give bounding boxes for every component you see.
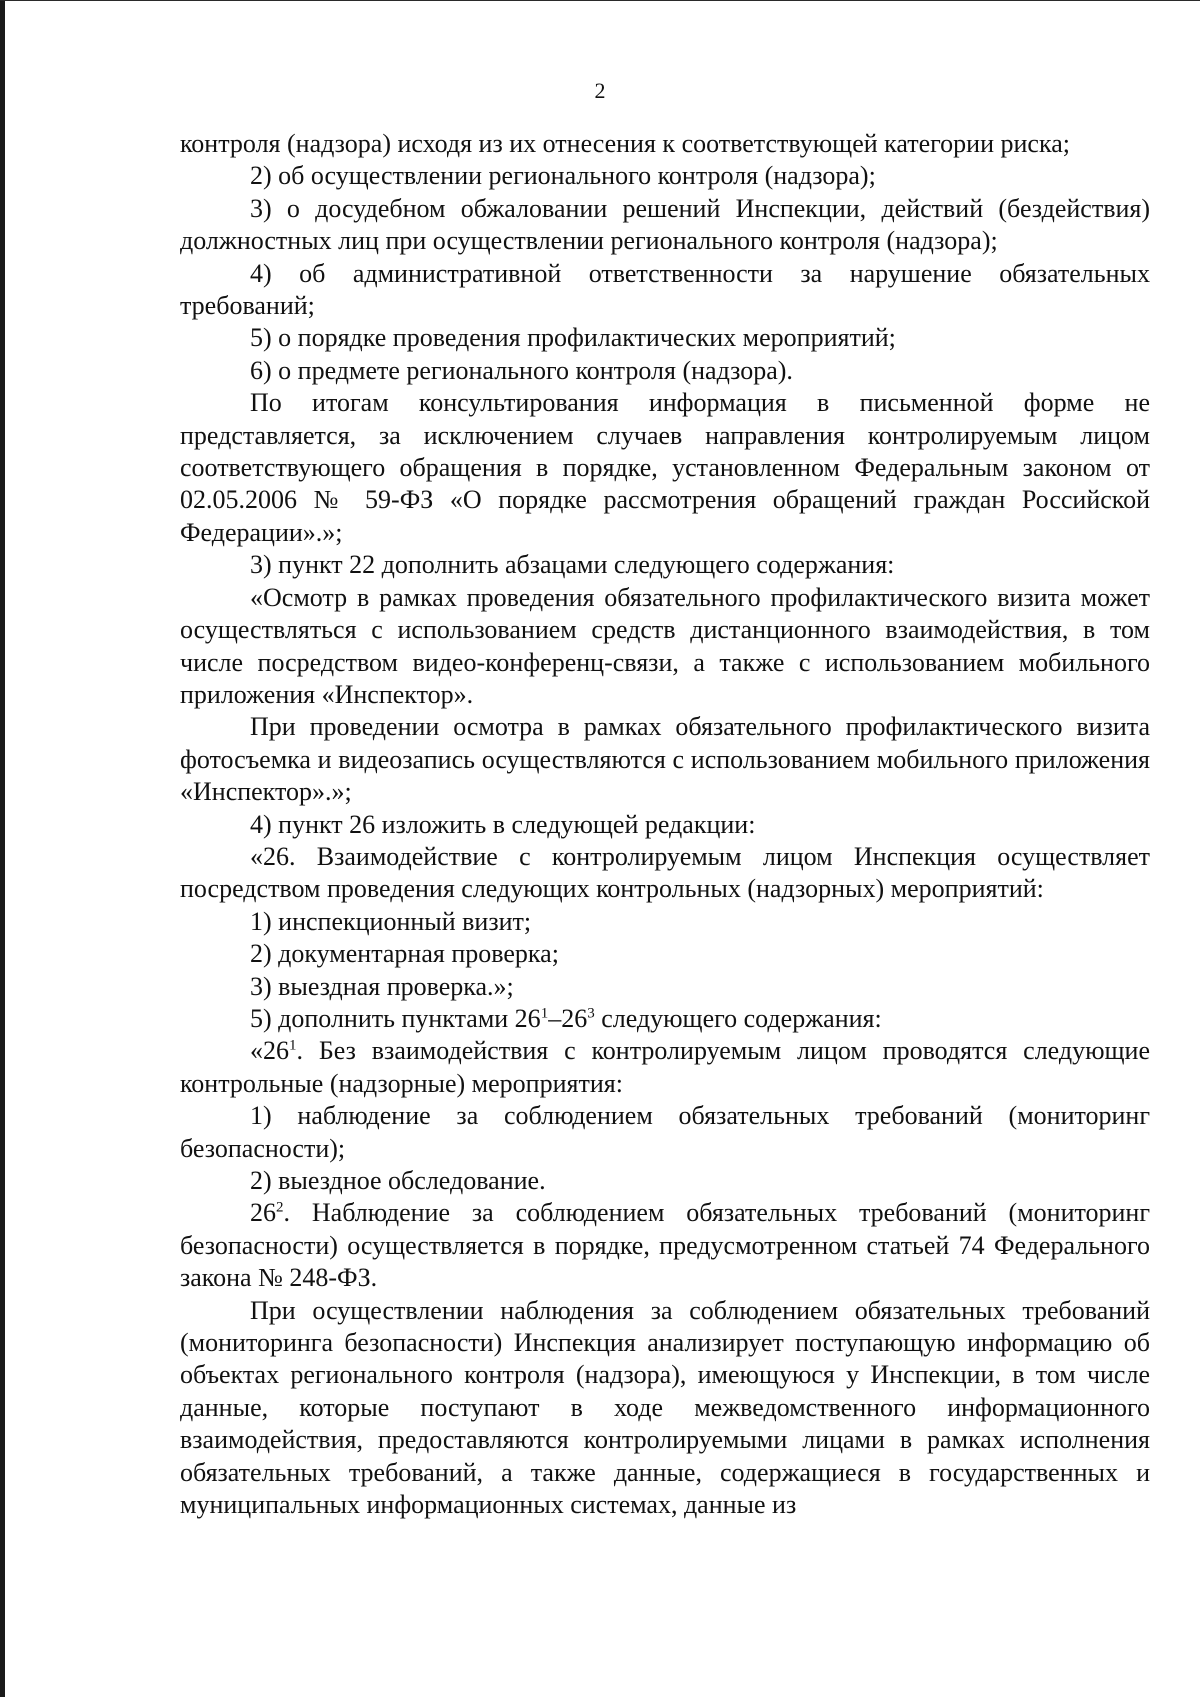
scan-left-edge: [0, 0, 5, 1697]
text-run: «26: [250, 1036, 289, 1066]
superscript: 2: [276, 1199, 284, 1216]
paragraph-8: 3) пункт 22 дополнить абзацами следующего содержания:: [250, 550, 895, 580]
paragraph-5: 5) о порядке проведения профилактических мероприятий;: [250, 323, 896, 353]
paragraph-1: контроля (надзора) исходя из их отнесения к соответствующей категории риска;: [180, 129, 1070, 158]
paragraph-21: При осуществлении наблюдения за соблюдением обязательных требований (мониторинга безопасности) Инспекция анализирует поступающую информацию об объектах регионального контроля (надзора), имеющуюся у Инспекции, в том числе данные, которые поступают в ходе межведомственного информационного взаимодействия, предоставляются контролируемыми лицами в рамках исполнения обязательных требований, а также данные, содержащиеся в государственных и муниципальных информационных системах, данные из: [180, 1295, 1150, 1520]
text-run: –26: [548, 1003, 588, 1033]
page-number: 2: [594, 78, 606, 103]
text-run: . Наблюдение за соблюдением обязательных требований (мониторинг безопасности) осуществляется в порядке, предусмотренном статьей 74 Федерального закона № 248-ФЗ.: [180, 1198, 1150, 1293]
paragraph-12: «26. Взаимодействие с контролируемым лицом Инспекция осуществляет посредством проведения следующих контрольных (надзорных) мероприятий:: [180, 841, 1150, 904]
text-run: следующего содержания:: [594, 1003, 882, 1033]
document-body: [180, 128, 1150, 1521]
text-run: . Без взаимодействия с контролируемым лицом проводятся следующие контрольные (надзорные) мероприятия:: [180, 1036, 1150, 1098]
text-run: 26: [250, 1198, 276, 1228]
text-run: 5) дополнить пунктами 26: [250, 1003, 541, 1033]
paragraph-11: 4) пункт 26 изложить в следующей редакции:: [250, 809, 756, 839]
paragraph-18: 1) наблюдение за соблюдением обязательных требований (мониторинг безопасности);: [180, 1101, 1150, 1163]
superscript: 3: [587, 1005, 595, 1022]
superscript: 1: [540, 1005, 549, 1022]
paragraph-6: 6) о предмете регионального контроля (надзора).: [250, 355, 793, 385]
paragraph-14: 2) документарная проверка;: [250, 939, 559, 969]
paragraph-7: По итогам консультирования информация в письменной форме не представляется, за исключением случаев направления контролируемым лицом соответствующего обращения в порядке, установленном Федеральным законом от 02.05.2006 № 59-ФЗ «О порядке рассмотрения обращений граждан Российской Федерации».»;: [180, 388, 1150, 547]
paragraph-2: 2) об осуществлении регионального контроля (надзора);: [250, 161, 876, 191]
paragraph-16: [180, 1003, 1150, 1035]
scan-top-edge: [0, 0, 1200, 1]
paragraph-20: [180, 1197, 1150, 1294]
paragraph-4: 4) об административной ответственности за нарушение обязательных требований;: [180, 258, 1150, 321]
paragraph-3: 3) о досудебном обжаловании решений Инспекции, действий (бездействия) должностных лиц при осуществлении регионального контроля (надзора);: [180, 193, 1150, 256]
paragraph-15: 3) выездная проверка.»;: [250, 971, 514, 1001]
paragraph-9: «Осмотр в рамках проведения обязательного профилактического визита может осуществляться с использованием средств дистанционного взаимодействия, в том числе посредством видео-конференц-связи, а также с использованием мобильного приложения «Инспектор».: [180, 582, 1150, 709]
paragraph-10: При проведении осмотра в рамках обязательного профилактического визита фотосъемка и видеозапись осуществляются с использованием мобильного приложения «Инспектор».»;: [180, 712, 1150, 807]
paragraph-19: 2) выездное обследование.: [250, 1166, 546, 1195]
superscript: 1: [289, 1037, 297, 1054]
paragraph-17: [180, 1035, 1150, 1100]
paragraph-13: 1) инспекционный визит;: [250, 906, 532, 936]
